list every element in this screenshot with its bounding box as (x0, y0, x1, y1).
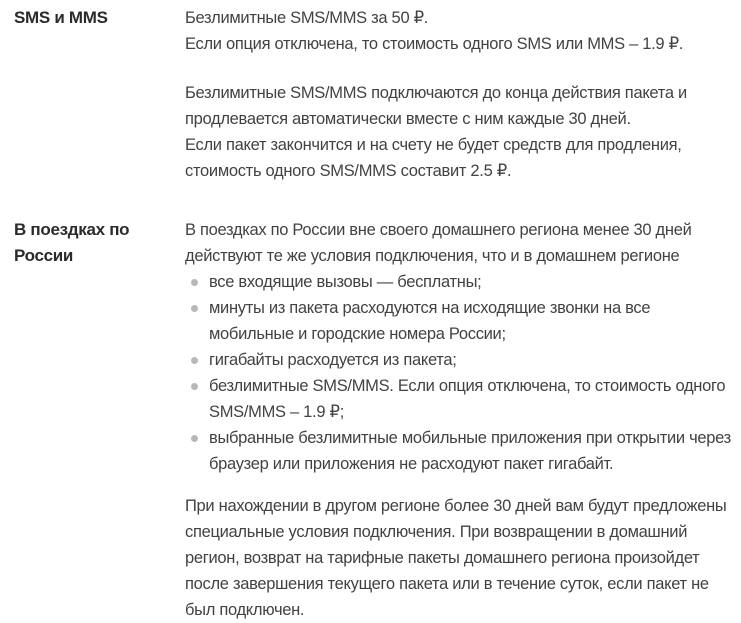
list-item: минуты из пакета расходуются на исходящие звонки на все мобильные и городские номера России; (185, 295, 737, 347)
list-item: безлимитные SMS/MMS. Если опция отключена, то стоимость одного SMS/MMS – 1.9 ₽; (185, 373, 737, 425)
section-content-column (185, 5, 737, 184)
section-sms-mms (14, 5, 737, 184)
list-item: все входящие вызовы — бесплатны; (185, 269, 737, 295)
travel-conditions-list (185, 269, 737, 477)
section-heading: В поездках по России (14, 220, 130, 265)
list-item: выбранные безлимитные мобильные приложения при открытии через браузер или приложения не расходуют пакет гигабайт. (185, 425, 737, 477)
paragraph-travel-intro: В поездках по России вне своего домашнего региона менее 30 дней действуют те же условия подключения, что и в домашнем регионе (185, 221, 692, 265)
paragraph-sms-price: Безлимитные SMS/MMS за 50 ₽. Если опция отключена, то стоимость одного SMS или MMS – 1.9 ₽. (185, 9, 684, 53)
section-travel-russia (14, 217, 737, 623)
list-item: гигабайты расходуется из пакета; (185, 347, 737, 373)
section-content-column (185, 217, 737, 623)
paragraph-sms-renewal: Безлимитные SMS/MMS подключаются до конца действия пакета и продлевается автоматически вместе с ним каждые 30 дней. Если пакет закончится и на счету не будет средств для продления, стоимость одного SMS/MMS составит 2.5 ₽. (185, 84, 687, 180)
paragraph-travel-outro: При нахождении в другом регионе более 30 дней вам будут предложены специальные условия подключения. При возвращении в домашний регион, возврат на тарифные пакеты домашнего региона произойдет после завершения текущего пакета или в течение суток, если пакет не был подключен. (185, 497, 727, 619)
section-heading-column (14, 217, 185, 269)
section-heading-column (14, 5, 185, 31)
section-heading: SMS и MMS (14, 8, 108, 27)
